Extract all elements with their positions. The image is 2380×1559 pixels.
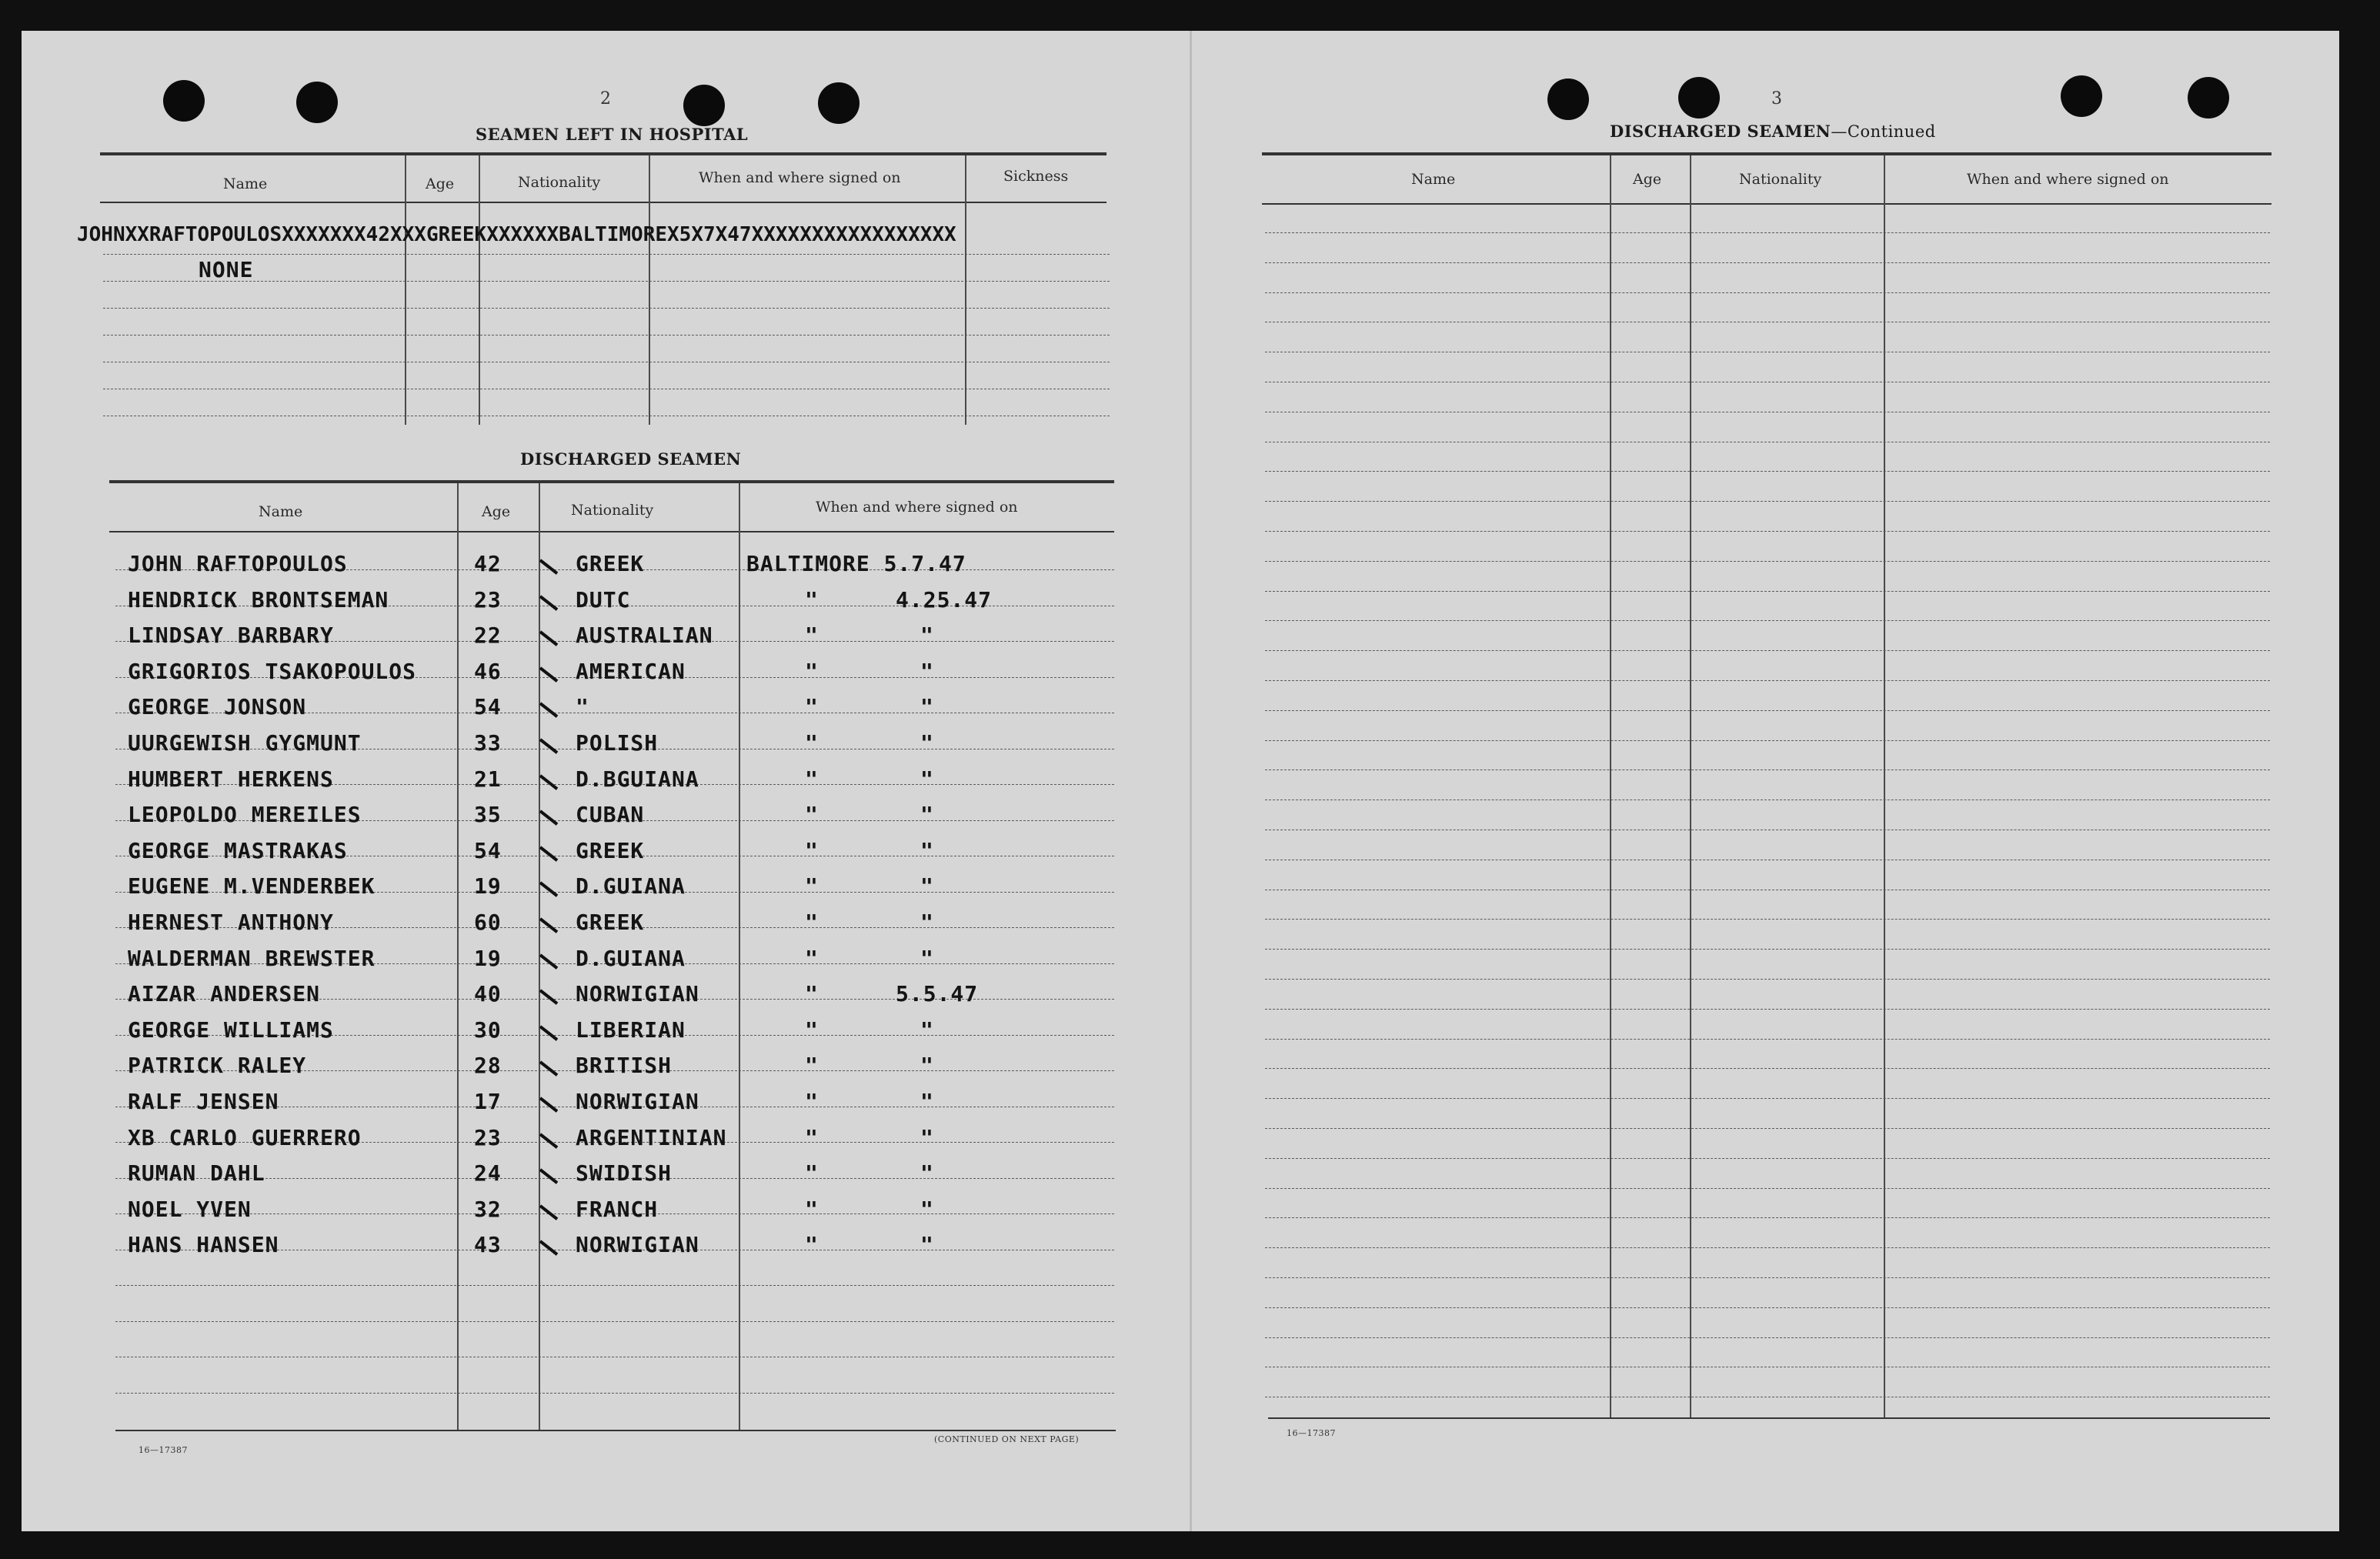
- signed-on-date: ": [920, 694, 934, 720]
- signed-on-place: ": [805, 658, 819, 684]
- signed-on-place: ": [805, 1089, 819, 1114]
- signed-on-place: ": [805, 1124, 819, 1150]
- punch-hole: [818, 82, 860, 124]
- ruled-line: [1265, 1188, 2270, 1189]
- ruled-line: [103, 308, 1110, 309]
- signed-on-date: ": [920, 802, 934, 828]
- ruled-line: [1265, 292, 2270, 293]
- seaman-age: 43: [474, 1232, 502, 1258]
- seaman-nationality: NORWIGIAN: [576, 1232, 699, 1258]
- seaman-name: JOHN RAFTOPOULOS: [128, 551, 348, 576]
- signed-on-date: ": [920, 730, 934, 756]
- seaman-name: XB CARLO GUERRERO: [128, 1124, 362, 1150]
- seaman-age: 33: [474, 730, 502, 756]
- signed-on-date: ": [920, 1160, 934, 1187]
- signed-on-date: 5.5.47: [896, 981, 979, 1007]
- form-number: 16—17387: [139, 1445, 188, 1455]
- ruled-line: [1265, 1307, 2270, 1308]
- ruled-line: [1265, 1039, 2270, 1040]
- column-header-signed-on: When and where signed on: [699, 169, 901, 186]
- ruled-line: [1265, 1217, 2270, 1218]
- signed-on-place: ": [805, 1196, 819, 1222]
- column-divider: [739, 483, 740, 1430]
- ruled-line: [103, 281, 1110, 282]
- signed-on-date: ": [920, 1017, 934, 1043]
- seaman-age: 60: [474, 910, 502, 935]
- discharged-continued-title: [1610, 122, 1936, 141]
- seaman-name: AIZAR ANDERSEN: [128, 981, 321, 1007]
- signed-on-place: BALTIMORE 5.7.47: [746, 551, 966, 576]
- signed-on-place: ": [805, 945, 819, 971]
- seaman-age: 35: [474, 802, 502, 828]
- seaman-age: 23: [474, 1124, 502, 1150]
- ruled-line: [115, 1393, 1114, 1394]
- signed-on-place: ": [805, 837, 819, 863]
- seaman-nationality: AUSTRALIAN: [576, 623, 713, 649]
- seaman-name: HENDRICK BRONTSEMAN: [128, 586, 389, 613]
- seaman-name: WALDERMAN BREWSTER: [128, 945, 376, 971]
- ruled-line: [1265, 1337, 2270, 1338]
- ruled-line: [1265, 710, 2270, 711]
- hospital-entry-none: NONE: [199, 257, 254, 282]
- column-header-name: Name: [223, 175, 268, 192]
- seaman-nationality: AMERICAN: [576, 658, 686, 684]
- signed-on-place: ": [805, 1053, 819, 1079]
- ruled-line: [1265, 769, 2270, 770]
- title-main: DISCHARGED SEAMEN: [1610, 122, 1831, 141]
- hospital-section-title: SEAMEN LEFT IN HOSPITAL: [476, 125, 749, 144]
- punch-hole: [296, 82, 338, 123]
- column-header-nationality: Nationality: [518, 174, 601, 191]
- seaman-name: EUGENE M.VENDERBEK: [128, 873, 376, 900]
- ruled-line: [1265, 949, 2270, 950]
- seaman-nationality: ": [576, 694, 589, 720]
- signed-on-place: ": [805, 586, 819, 613]
- column-header-nationality: Nationality: [571, 502, 654, 519]
- ruled-line: [1265, 1247, 2270, 1248]
- seaman-nationality: DUTC: [576, 586, 631, 613]
- seaman-nationality: LIBERIAN: [576, 1017, 686, 1043]
- seaman-age: 30: [474, 1017, 502, 1043]
- seaman-nationality: NORWIGIAN: [576, 1089, 699, 1114]
- seaman-age: 32: [474, 1196, 502, 1222]
- ruled-line: [1265, 471, 2270, 472]
- seaman-nationality: POLISH: [576, 730, 659, 756]
- seaman-name: HUMBERT HERKENS: [128, 766, 334, 792]
- seaman-age: 17: [474, 1089, 502, 1114]
- discharged-table-header-rule: [109, 531, 1114, 532]
- column-header-age: Age: [1633, 171, 1662, 188]
- column-divider: [457, 483, 459, 1430]
- signed-on-place: ": [805, 623, 819, 649]
- seaman-age: 42: [474, 551, 502, 576]
- seaman-name: UURGEWISH GYGMUNT: [128, 730, 362, 756]
- seaman-age: 28: [474, 1053, 502, 1079]
- ruled-line: [1265, 262, 2270, 263]
- seaman-name: GEORGE JONSON: [128, 694, 307, 720]
- seaman-name: GEORGE WILLIAMS: [128, 1017, 334, 1043]
- column-divider: [479, 155, 480, 425]
- ruled-line: [1265, 740, 2270, 741]
- discharged-table-bottom-rule: [115, 1430, 1116, 1431]
- seaman-nationality: SWIDISH: [576, 1160, 673, 1187]
- seaman-age: 23: [474, 586, 502, 613]
- column-divider: [405, 155, 406, 425]
- discharged-section-title: DISCHARGED SEAMEN: [520, 449, 742, 469]
- signed-on-date: ": [920, 658, 934, 684]
- column-header-age: Age: [426, 175, 455, 192]
- signed-on-date: ": [920, 766, 934, 792]
- struck-out-entry: JOHNXXRAFTOPOULOSXXXXXXX42XXXGREEKXXXXXXBALTIMOREX5X7X47XXXXXXXXXXXXXXXXX: [77, 223, 956, 246]
- seaman-nationality: D.BGUIANA: [576, 766, 699, 792]
- column-divider: [649, 155, 650, 425]
- seaman-name: LINDSAY BARBARY: [128, 623, 334, 649]
- column-header-sickness: Sickness: [1003, 168, 1069, 185]
- punch-hole: [163, 80, 205, 122]
- column-header-age: Age: [482, 503, 511, 520]
- punch-hole: [1547, 78, 1589, 120]
- seaman-name: GRIGORIOS TSAKOPOULOS: [128, 658, 417, 684]
- page-number: 2: [600, 89, 611, 108]
- seaman-nationality: D.GUIANA: [576, 873, 686, 900]
- ruled-line: [1265, 1158, 2270, 1159]
- punch-hole: [1678, 77, 1720, 119]
- signed-on-place: ": [805, 1017, 819, 1043]
- signed-on-date: ": [920, 837, 934, 863]
- column-header-signed-on: When and where signed on: [1967, 171, 2169, 188]
- seaman-name: NOEL YVEN: [128, 1196, 252, 1222]
- right-table-top-rule: [1262, 152, 2272, 155]
- ruled-line: [1265, 680, 2270, 681]
- column-header-name: Name: [259, 503, 303, 520]
- seaman-nationality: GREEK: [576, 910, 645, 935]
- crew-list-sheet: [22, 31, 2339, 1531]
- signed-on-date: 4.25.47: [896, 586, 993, 613]
- form-number: 16—17387: [1287, 1428, 1336, 1438]
- seaman-name: RUMAN DAHL: [128, 1160, 265, 1187]
- ruled-line: [103, 335, 1110, 336]
- signed-on-date: ": [920, 1232, 934, 1258]
- ruled-line: [1265, 620, 2270, 621]
- continued-note: (CONTINUED ON NEXT PAGE): [934, 1434, 1080, 1444]
- ruled-line: [1265, 531, 2270, 532]
- signed-on-date: ": [920, 873, 934, 900]
- seaman-nationality: D.GUIANA: [576, 945, 686, 971]
- punch-hole: [2061, 75, 2102, 117]
- title-suffix: —Continued: [1831, 122, 1936, 141]
- seaman-age: 19: [474, 945, 502, 971]
- seaman-nationality: GREEK: [576, 837, 645, 863]
- seaman-nationality: GREEK: [576, 551, 645, 576]
- signed-on-place: ": [805, 802, 819, 828]
- ruled-line: [1265, 1098, 2270, 1099]
- seaman-age: 54: [474, 694, 502, 720]
- signed-on-place: ": [805, 694, 819, 720]
- ruled-line: [103, 254, 1110, 255]
- ruled-line: [115, 1285, 1114, 1286]
- seaman-nationality: ARGENTINIAN: [576, 1124, 727, 1150]
- ruled-line: [1265, 1277, 2270, 1278]
- signed-on-place: ": [805, 910, 819, 935]
- signed-on-date: ": [920, 1196, 934, 1222]
- column-divider: [1690, 155, 1691, 1417]
- page-number: 3: [1771, 89, 1782, 108]
- signed-on-place: ": [805, 730, 819, 756]
- column-header-signed-on: When and where signed on: [816, 499, 1018, 516]
- seaman-nationality: CUBAN: [576, 802, 645, 828]
- seaman-age: 22: [474, 623, 502, 649]
- seaman-name: PATRICK RALEY: [128, 1053, 307, 1079]
- seaman-name: HERNEST ANTHONY: [128, 910, 334, 935]
- page-fold: [1190, 31, 1192, 1531]
- right-table-bottom-rule: [1268, 1417, 2270, 1419]
- column-header-name: Name: [1411, 171, 1456, 188]
- signed-on-place: ": [805, 766, 819, 792]
- ruled-line: [1265, 561, 2270, 562]
- signed-on-date: ": [920, 945, 934, 971]
- ruled-line: [1265, 919, 2270, 920]
- seaman-age: 21: [474, 766, 502, 792]
- seaman-name: GEORGE MASTRAKAS: [128, 837, 348, 863]
- signed-on-place: ": [805, 1232, 819, 1258]
- ruled-line: [115, 1321, 1114, 1322]
- signed-on-place: ": [805, 873, 819, 900]
- ruled-line: [1265, 650, 2270, 651]
- ruled-line: [1265, 1128, 2270, 1129]
- signed-on-date: ": [920, 1053, 934, 1079]
- discharged-table-top-rule: [109, 480, 1114, 483]
- seaman-nationality: BRITISH: [576, 1053, 673, 1079]
- hospital-table-header-rule: [100, 202, 1107, 203]
- seaman-name: LEOPOLDO MEREILES: [128, 802, 362, 828]
- ruled-line: [1265, 1009, 2270, 1010]
- signed-on-place: ": [805, 1160, 819, 1187]
- column-divider: [1610, 155, 1611, 1417]
- seaman-age: 40: [474, 981, 502, 1007]
- ruled-line: [1265, 979, 2270, 980]
- ruled-line: [1265, 232, 2270, 233]
- ruled-line: [1265, 591, 2270, 592]
- ruled-line: [1265, 501, 2270, 502]
- signed-on-date: ": [920, 623, 934, 649]
- seaman-age: 19: [474, 873, 502, 900]
- signed-on-place: ": [805, 981, 819, 1007]
- seaman-age: 24: [474, 1160, 502, 1187]
- seaman-name: HANS HANSEN: [128, 1232, 279, 1258]
- signed-on-date: ": [920, 1124, 934, 1150]
- seaman-age: 54: [474, 837, 502, 863]
- signed-on-date: ": [920, 1089, 934, 1114]
- ruled-line: [1265, 1068, 2270, 1069]
- punch-hole: [2188, 77, 2229, 119]
- right-table-header-rule: [1262, 203, 2272, 205]
- hospital-table-top-rule: [100, 152, 1107, 155]
- seaman-nationality: NORWIGIAN: [576, 981, 699, 1007]
- punch-hole: [683, 85, 725, 126]
- seaman-nationality: FRANCH: [576, 1196, 659, 1222]
- column-divider: [1884, 155, 1885, 1417]
- signed-on-date: ": [920, 910, 934, 935]
- column-header-nationality: Nationality: [1739, 171, 1822, 188]
- seaman-name: RALF JENSEN: [128, 1089, 279, 1114]
- seaman-age: 46: [474, 658, 502, 684]
- column-divider: [965, 155, 966, 425]
